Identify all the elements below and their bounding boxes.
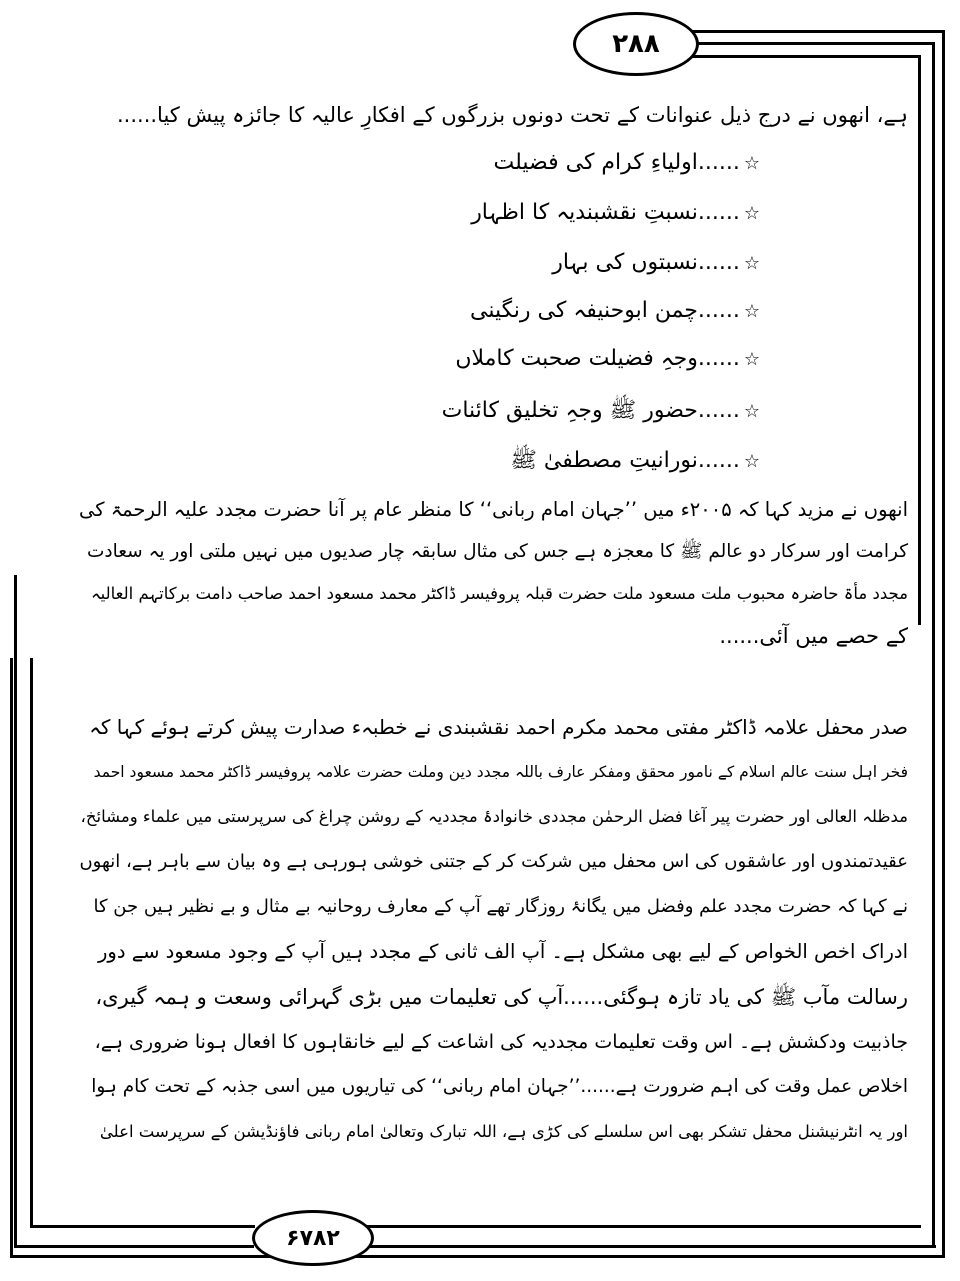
paragraph-1: [78, 495, 908, 665]
frame-bottom-inner: [30, 1225, 255, 1228]
paragraph-line: اخلاص عمل وقت کی اہم ضرورت ہے......’’جہان امام ربانی‘‘ کی تیاریوں میں اسی جذبہ کے تحت کام ہوا: [91, 1076, 908, 1097]
list-item: ☆......نورانیتِ مصطفیٰ ﷺ: [510, 448, 760, 473]
frame-bottom-inner-right: [366, 1225, 921, 1228]
paragraph-line: عقیدتمندوں اور عاشقوں کی اس محفل میں شرکت کر کے جتنی خوشی ہورہی ہے وہ بیان سے باہر ہے، انھوں: [79, 851, 908, 872]
frame-right-inner: [918, 55, 921, 625]
frame-right-outer: [942, 30, 945, 1258]
list-item: ☆......نسبتوں کی بہار: [552, 250, 760, 275]
frame-left-inner: [30, 658, 33, 1228]
paragraph-2: [78, 712, 908, 1192]
paragraph-line: ادراک اخص الخواص کے لیے بھی مشکل ہے۔ آپ الف ثانی کے مجدد ہیں آپ کے وجود مسعود سے دور: [97, 940, 908, 963]
page-number-bottom: [252, 1210, 374, 1266]
star-icon: ☆: [743, 153, 760, 174]
paragraph-line: صدر محفل علامہ ڈاکٹر مفتی محمد مکرم احمد نقشبندی نے خطبہء صدارت پیش کرتے ہوئے کہا کہ: [89, 715, 908, 739]
intro-line: [78, 100, 908, 130]
paragraph-line: انھوں نے مزید کہا کہ ۲۰۰۵ء میں ’’جہان امام ربانی‘‘ کا منظر عام پر آنا حضرت مجدد علیہ الرحمۃ کی: [79, 498, 908, 521]
frame-bottom-outer: [10, 1255, 945, 1258]
frame-top-middle: [690, 42, 935, 45]
paragraph-line: مجدد مأۃ حاضرہ محبوب ملت مسعود ملت حضرت قبلہ پروفیسر ڈاکٹر محمد مسعود احمد صاحب دامت برکاتہم العالیہ: [90, 584, 908, 603]
star-icon: ☆: [743, 451, 760, 472]
page-number-top: [573, 12, 699, 76]
star-icon: ☆: [743, 301, 760, 322]
star-icon: ☆: [743, 401, 760, 422]
list-item: ☆......حضور ﷺ وجہِ تخلیق کائنات: [441, 398, 760, 423]
paragraph-line: جاذبیت ودکشش ہے۔ اس وقت تعلیمات مجددیہ کی اشاعت کے لیے خانقاہوں کا افعال ہونا ضروری ہے،: [94, 1031, 908, 1053]
paragraph-line: کرامت اور سرکار دو عالم ﷺ کا معجزہ ہے جس کی مثال سابقہ چار صدیوں میں نہیں ملتی اور یہ سعادت: [86, 541, 908, 562]
frame-left-outer: [10, 658, 13, 1258]
frame-top-inner: [690, 55, 921, 58]
star-icon: ☆: [743, 253, 760, 274]
paragraph-line: نے کہا کہ حضرت مجدد علم وفضل میں یگانۂ روزگار تھے آپ کے معارف روحانیہ بے مثال و بے نظیر ہیں جن کا: [93, 896, 908, 917]
list-item: ☆......چمن ابوحنیفہ کی رنگینی: [470, 298, 760, 323]
intro-text: ہے، انھوں نے درج ذیل عنوانات کے تحت دونوں بزرگوں کے افکارِ عالیہ کا جائزہ پیش کیا......: [117, 103, 908, 127]
paragraph-line: فخر اہل سنت عالم اسلام کے نامور محقق ومفکر عارف باللہ مجدد دین وملت حضرت علامہ پروفیسر ڈاکٹر محمد مسعود احمد: [93, 763, 908, 781]
star-icon: ☆: [743, 203, 760, 224]
page-number-top-text: ۲۸۸: [612, 29, 660, 59]
paragraph-line: کے حصے میں آئی......: [719, 624, 908, 648]
paragraph-line: رسالت مآب ﷺ کی یاد تازہ ہوگئی......آپ کی تعلیمات میں بڑی گہرائی وسعت و ہمہ گیری،: [95, 985, 908, 1009]
frame-left-middle: [14, 575, 17, 1247]
list-item: ☆......وجہِ فضیلت صحبت کاملاں: [455, 346, 760, 371]
star-icon: ☆: [743, 349, 760, 370]
list-item: ☆......اولیاءِ کرام کی فضیلت: [493, 150, 760, 175]
frame-right-middle: [932, 42, 935, 1248]
frame-top-outer: [690, 30, 945, 33]
list-item: ☆......نسبتِ نقشبندیہ کا اظہار: [471, 200, 760, 225]
frame-bottom-middle: [14, 1245, 254, 1248]
paragraph-line: مدظلہ العالی اور حضرت پیر آغا فضل الرحمٰن مجددی خانوادۂ مجددیہ کے روشن چراغ کی سرپرستی میں علماء ومشائخ،: [80, 807, 908, 826]
frame-bottom-middle-right: [366, 1245, 936, 1248]
paragraph-line: اور یہ انٹرنیشنل محفل تشکر بھی اس سلسلے کی کڑی ہے، اللہ تبارک وتعالیٰ امام ربانی فاؤنڈیشن کے سرپرست اعلیٰ: [99, 1122, 908, 1141]
page-number-bottom-text: ۶۷۸۲: [286, 1225, 340, 1251]
